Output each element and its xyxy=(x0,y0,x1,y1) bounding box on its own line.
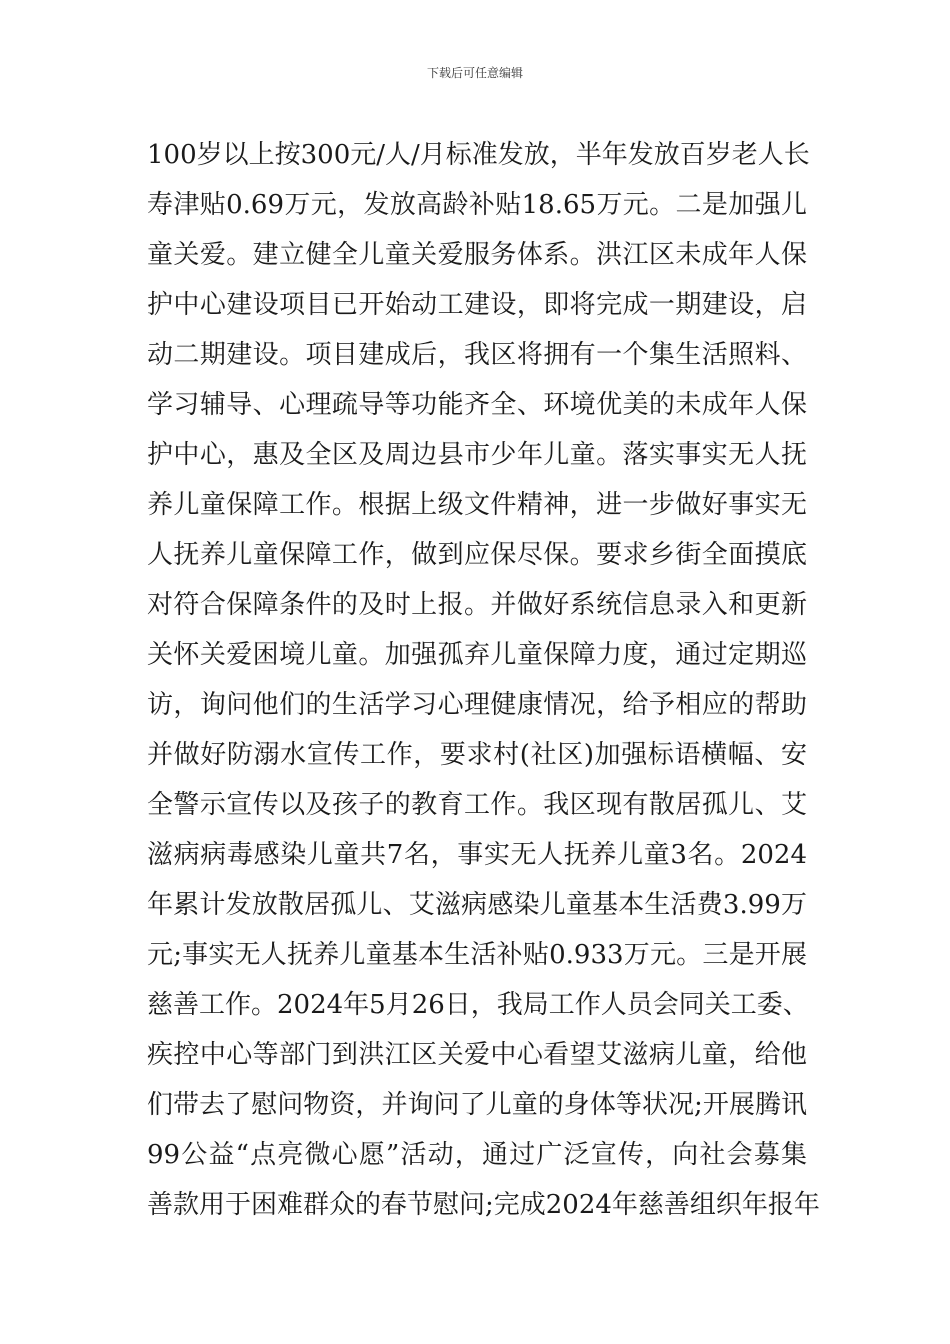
text-line: 护中心建设项目已开始动工建设，即将完成一期建设，启 xyxy=(147,290,807,320)
text-line: 动二期建设。项目建成后，我区将拥有一个集生活照料、 xyxy=(147,340,807,370)
text-line: 访，询问他们的生活学习心理健康情况，给予相应的帮助 xyxy=(147,690,807,720)
text-line: 童关爱。建立健全儿童关爱服务体系。洪江区未成年人保 xyxy=(147,240,807,270)
text-line: 年累计发放散居孤儿、艾滋病感染儿童基本生活费3.99万 xyxy=(147,890,807,920)
text-line: 元;事实无人抚养儿童基本生活补贴0.933万元。三是开展 xyxy=(147,940,807,970)
text-line: 并做好防溺水宣传工作，要求村(社区)加强标语横幅、安 xyxy=(147,740,807,770)
text-line: 疾控中心等部门到洪江区关爱中心看望艾滋病儿童，给他 xyxy=(147,1040,807,1070)
text-line: 全警示宣传以及孩子的教育工作。我区现有散居孤儿、艾 xyxy=(147,790,807,820)
text-line: 护中心，惠及全区及周边县市少年儿童。落实事实无人抚 xyxy=(147,440,807,470)
page-header: 下载后可任意编辑 xyxy=(426,66,523,80)
text-line: 寿津贴0.69万元，发放高龄补贴18.65万元。二是加强儿 xyxy=(147,190,807,220)
text-line: 们带去了慰问物资，并询问了儿童的身体等状况;开展腾讯 xyxy=(147,1090,807,1120)
text-line: 对符合保障条件的及时上报。并做好系统信息录入和更新 xyxy=(147,590,807,620)
text-line: 关怀关爱困境儿童。加强孤弃儿童保障力度，通过定期巡 xyxy=(147,640,807,670)
text-line: 学习辅导、心理疏导等功能齐全、环境优美的未成年人保 xyxy=(147,390,807,420)
text-line: 滋病病毒感染儿童共7名，事实无人抚养儿童3名。2024 xyxy=(147,840,807,870)
body-text xyxy=(147,130,820,1230)
text-line: 人抚养儿童保障工作，做到应保尽保。要求乡街全面摸底 xyxy=(147,540,807,570)
text-line: 100岁以上按300元/人/月标准发放，半年发放百岁老人长 xyxy=(147,140,810,170)
text-line: 养儿童保障工作。根据上级文件精神，进一步做好事实无 xyxy=(147,490,807,520)
text-line: 善款用于困难群众的春节慰问;完成2024年慈善组织年报年 xyxy=(147,1190,820,1220)
text-line: 慈善工作。2024年5月26日，我局工作人员会同关工委、 xyxy=(147,990,809,1020)
text-line: 99公益“点亮微心愿”活动，通过广泛宣传，向社会募集 xyxy=(147,1140,807,1170)
